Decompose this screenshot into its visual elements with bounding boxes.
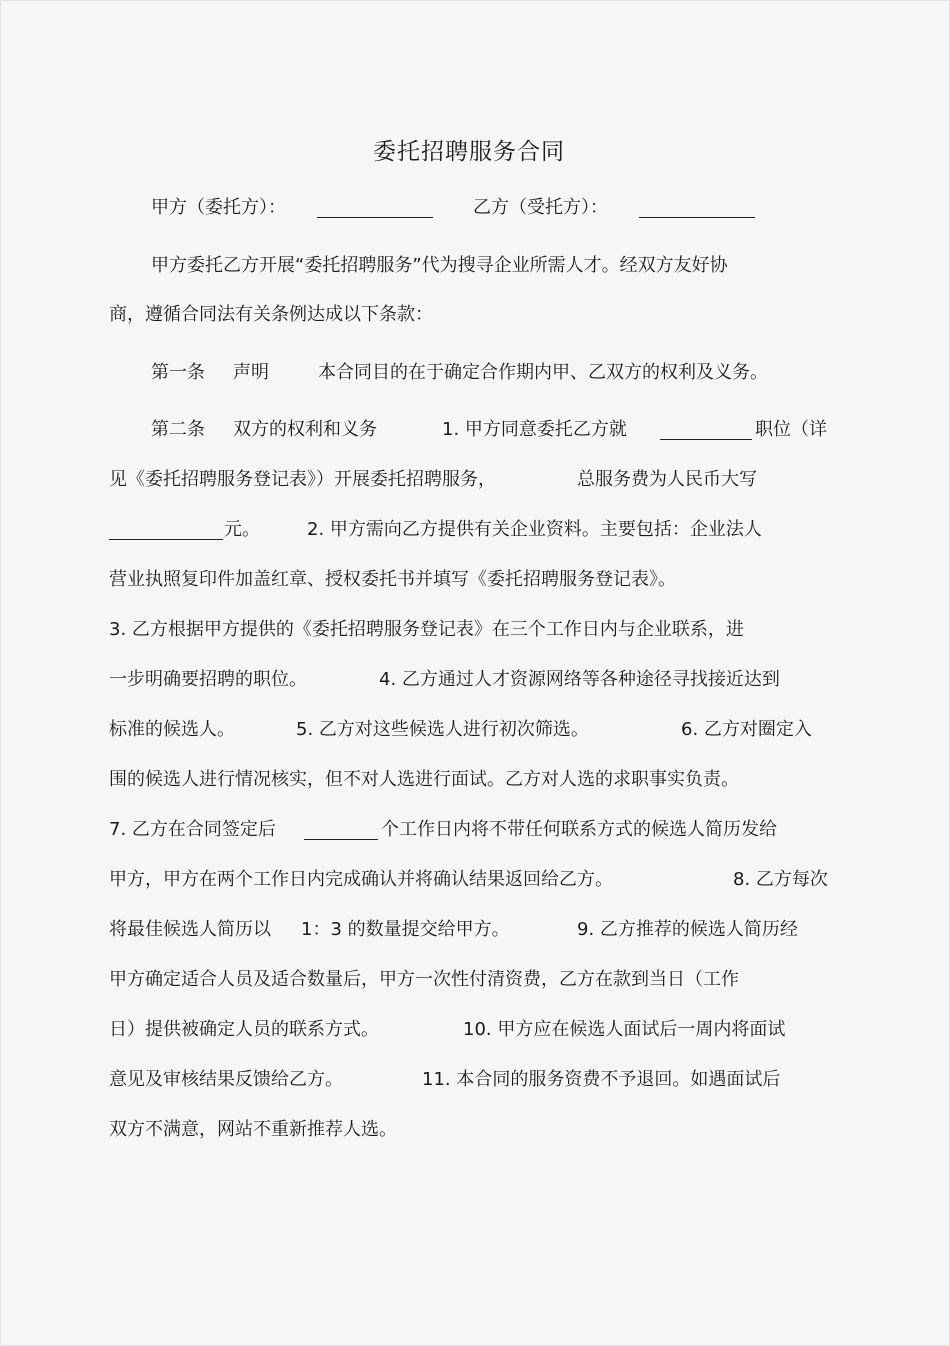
intro-line-1: 甲方委托乙方开展“委托招聘服务”代为搜寻企业所需人才。经双方友好协 bbox=[151, 255, 728, 276]
clause-10-text-a: 10. 甲方应在候选人面试后一周内将面试 bbox=[463, 1019, 786, 1040]
clause-4-text-b: 标准的候选人。 bbox=[109, 719, 235, 740]
article-1-title: 声明 bbox=[233, 362, 269, 383]
contract-title: 委托招聘服务合同 bbox=[373, 139, 565, 165]
clause-6-text-a: 6. 乙方对圈定入 bbox=[681, 719, 812, 740]
article-1-number: 第一条 bbox=[151, 362, 205, 383]
clause-2-text-b: 营业执照复印件加盖红章、授权委托书并填写《委托招聘服务登记表》。 bbox=[109, 569, 676, 590]
article-1-text: 本合同目的在于确定合作期内甲、乙双方的权利及义务。 bbox=[318, 362, 768, 383]
party-a-label: 甲方（委托方）： bbox=[151, 197, 286, 218]
clause-1-text-d: 总服务费为人民币大写 bbox=[577, 469, 757, 490]
clause-1-text-e: 元。 bbox=[224, 519, 260, 540]
clause-7-text-c: 甲方，甲方在两个工作日内完成确认并将确认结果返回给乙方。 bbox=[109, 869, 613, 890]
clause-9-text-a: 9. 乙方推荐的候选人简历经 bbox=[577, 919, 798, 940]
position-blank bbox=[660, 439, 752, 440]
clause-6-text-b: 围的候选人进行情况核实，但不对人选进行面试。乙方对人选的求职事实负责。 bbox=[109, 769, 739, 790]
clause-8-text-b: 将最佳候选人简历以 bbox=[109, 919, 271, 940]
clause-8-text-c: 1：3 的数量提交给甲方。 bbox=[301, 919, 510, 940]
clause-3-text-b: 一步明确要招聘的职位。 bbox=[109, 669, 307, 690]
clause-1-text-c: 见《委托招聘服务登记表》）开展委托招聘服务， bbox=[109, 469, 496, 490]
workdays-blank bbox=[304, 839, 378, 840]
party-b-label: 乙方（受托方）： bbox=[473, 197, 608, 218]
clause-11-text-b: 双方不满意，网站不重新推荐人选。 bbox=[109, 1119, 397, 1140]
clause-11-text-a: 11. 本合同的服务资费不予退回。如遇面试后 bbox=[422, 1069, 781, 1090]
clause-7-text-b: 个工作日内将不带任何联系方式的候选人简历发给 bbox=[381, 819, 777, 840]
clause-9-text-b: 甲方确定适合人员及适合数量后，甲方一次性付清资费，乙方在款到当日（工作 bbox=[109, 969, 739, 990]
party-b-blank bbox=[639, 217, 755, 218]
clause-5-text: 5. 乙方对这些候选人进行初次筛选。 bbox=[296, 719, 589, 740]
intro-line-2: 商，遵循合同法有关条例达成以下条款： bbox=[109, 304, 433, 325]
clause-1-text-a: 1. 甲方同意委托乙方就 bbox=[442, 419, 627, 440]
party-a-blank bbox=[317, 217, 433, 218]
fee-amount-blank bbox=[109, 539, 223, 540]
clause-8-text-a: 8. 乙方每次 bbox=[733, 869, 828, 890]
article-2-title: 双方的权利和义务 bbox=[233, 419, 377, 440]
clause-2-text-a: 2. 甲方需向乙方提供有关企业资料。主要包括：企业法人 bbox=[307, 519, 762, 540]
article-2-number: 第二条 bbox=[151, 419, 205, 440]
clause-9-text-c: 日）提供被确定人员的联系方式。 bbox=[109, 1019, 379, 1040]
clause-1-text-b: 职位（详 bbox=[755, 419, 827, 440]
clause-7-text-a: 7. 乙方在合同签定后 bbox=[109, 819, 276, 840]
clause-3-text-a: 3. 乙方根据甲方提供的《委托招聘服务登记表》在三个工作日内与企业联系，进 bbox=[109, 619, 744, 640]
clause-4-text-a: 4. 乙方通过人才资源网络等各种途径寻找接近达到 bbox=[379, 669, 780, 690]
clause-10-text-b: 意见及审核结果反馈给乙方。 bbox=[109, 1069, 343, 1090]
